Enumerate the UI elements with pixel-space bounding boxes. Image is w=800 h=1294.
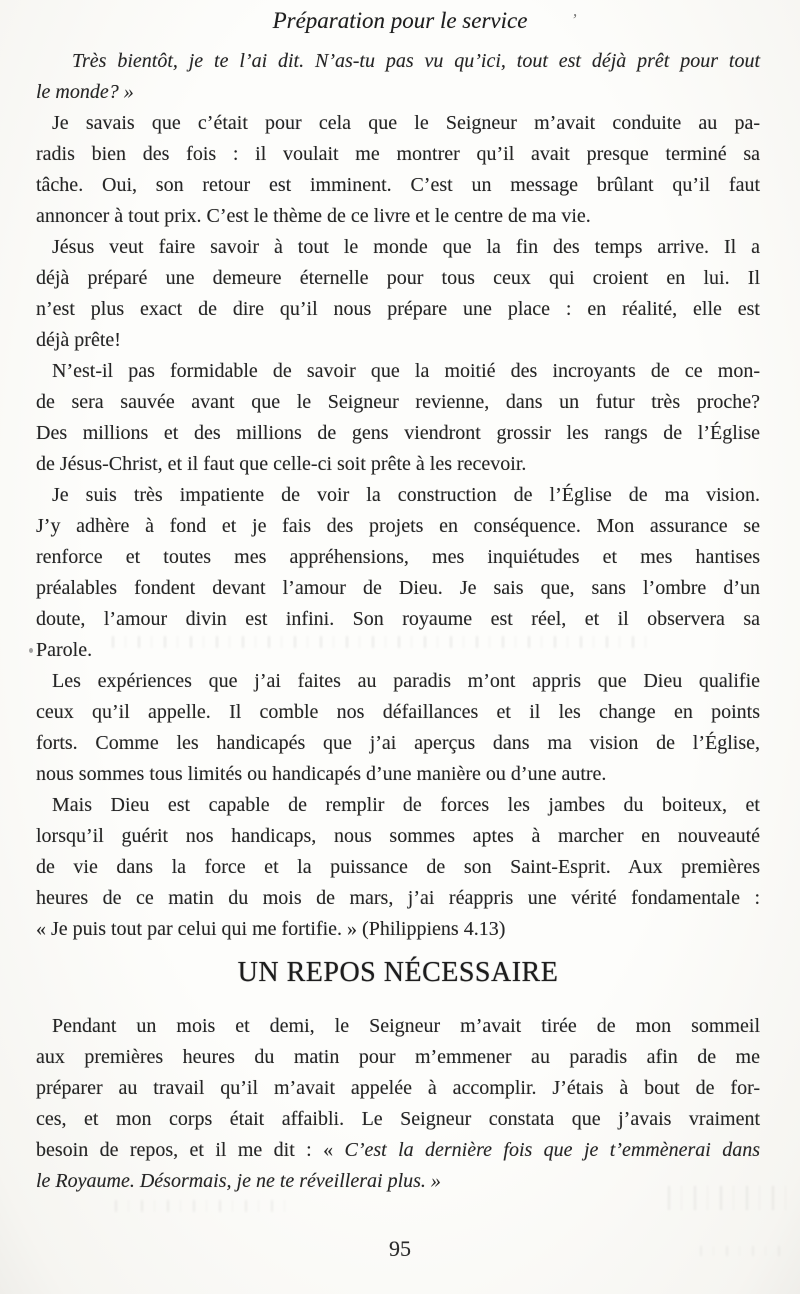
text-segment: Je savais que c’était pour cela que le Seigneur m’avait conduite au pa- bbox=[52, 112, 760, 134]
text-line bbox=[36, 418, 760, 449]
text-segment: Je suis très impatiente de voir la construction de l’Église de ma vision. bbox=[52, 484, 760, 506]
text-line bbox=[36, 232, 760, 263]
paragraph bbox=[36, 1011, 760, 1197]
page-number: 95 bbox=[389, 1236, 411, 1261]
text-line bbox=[36, 542, 760, 573]
text-line bbox=[36, 77, 760, 108]
text-segment: ceux qu’il appelle. Il comble nos défaillances et il les change en points bbox=[36, 701, 760, 723]
scan-artifact bbox=[115, 1200, 285, 1212]
text-segment: annoncer à tout prix. C’est le thème de ce livre et le centre de ma vie. bbox=[36, 205, 591, 227]
text-segment: radis bien des fois : il voulait me montrer qu’il avait presque terminé sa bbox=[36, 143, 760, 165]
text-line bbox=[36, 1073, 760, 1104]
text-line bbox=[36, 1166, 760, 1197]
text-line bbox=[36, 759, 760, 790]
text-line bbox=[36, 263, 760, 294]
text-line bbox=[36, 573, 760, 604]
text-line bbox=[36, 883, 760, 914]
italic-text-segment: le Royaume. Désormais, je ne te réveillerai plus. » bbox=[36, 1170, 441, 1192]
text-line bbox=[36, 790, 760, 821]
text-line bbox=[36, 1042, 760, 1073]
text-line bbox=[36, 294, 760, 325]
text-segment: déjà prête! bbox=[36, 329, 121, 351]
paragraph bbox=[36, 356, 760, 480]
text-segment: Très bientôt, je te l’ai dit. N’as-tu pas vu qu’ici, tout est déjà prêt pour tout bbox=[72, 50, 760, 72]
text-line bbox=[36, 480, 760, 511]
text-line bbox=[36, 697, 760, 728]
text-line bbox=[36, 728, 760, 759]
text-line bbox=[36, 356, 760, 387]
text-segment: Jésus veut faire savoir à tout le monde que la fin des temps arrive. Il a bbox=[52, 236, 760, 258]
text-segment: Pendant un mois et demi, le Seigneur m’avait tirée de mon sommeil bbox=[52, 1015, 760, 1037]
text-segment: le monde? » bbox=[36, 81, 134, 103]
text-segment: heures de ce matin du mois de mars, j’ai réappris une vérité fondamentale : bbox=[36, 887, 760, 909]
text-line bbox=[36, 387, 760, 418]
text-segment: Des millions et des millions de gens viendront grossir les rangs de l’Église bbox=[36, 422, 760, 444]
paragraph bbox=[36, 46, 760, 108]
text-line bbox=[36, 201, 760, 232]
text-segment: nous sommes tous limités ou handicapés d’une manière ou d’une autre. bbox=[36, 763, 607, 785]
text-line bbox=[36, 511, 760, 542]
text-line bbox=[36, 449, 760, 480]
text-line bbox=[36, 170, 760, 201]
text-segment: Mais Dieu est capable de remplir de forces les jambes du boiteux, et bbox=[52, 794, 760, 816]
paragraph bbox=[36, 666, 760, 790]
text-segment: de Jésus-Christ, et il faut que celle-ci soit prête à les recevoir. bbox=[36, 453, 527, 475]
text-line bbox=[36, 635, 760, 666]
text-segment: de sera sauvée avant que le Seigneur revienne, dans un futur très proche? bbox=[36, 391, 760, 413]
text-line bbox=[36, 1104, 760, 1135]
text-segment: préalables fondent devant l’amour de Dieu. Je sais que, sans l’ombre d’un bbox=[36, 577, 760, 599]
scan-artifact bbox=[29, 648, 33, 653]
text-line bbox=[36, 325, 760, 356]
text-segment: J’y adhère à fond et je fais des projets en conséquence. Mon assurance se bbox=[36, 515, 760, 537]
text-segment: préparer au travail qu’il m’avait appelée à accomplir. J’étais à bout de for- bbox=[36, 1077, 760, 1099]
text-segment: lorsqu’il guérit nos handicaps, nous sommes aptes à marcher en nouveauté bbox=[36, 825, 760, 847]
text-segment: de vie dans la force et la puissance de son Saint-Esprit. Aux premières bbox=[36, 856, 760, 878]
text-line bbox=[36, 821, 760, 852]
text-segment: Les expériences que j’ai faites au paradis m’ont appris que Dieu qualifie bbox=[52, 670, 760, 692]
text-segment: doute, l’amour divin est infini. Son royaume est réel, et il observera sa bbox=[36, 608, 760, 630]
text-line bbox=[36, 139, 760, 170]
text-line bbox=[36, 1135, 760, 1166]
paragraph bbox=[36, 480, 760, 666]
text-line bbox=[36, 852, 760, 883]
section-heading: UN REPOS NÉCESSAIRE bbox=[237, 957, 559, 988]
text-segment: N’est-il pas formidable de savoir que la moitié des incroyants de ce mon- bbox=[52, 360, 760, 382]
text-line bbox=[36, 1011, 760, 1042]
text-line bbox=[36, 914, 760, 945]
text-segment: ces, et mon corps était affaibli. Le Seigneur constata que j’avais vraiment bbox=[36, 1108, 760, 1130]
paragraph bbox=[36, 108, 760, 232]
italic-text-segment: C’est la dernière fois que je t’emmènerai dans bbox=[344, 1139, 760, 1161]
paragraph bbox=[36, 790, 760, 945]
scan-tick-artifact: ’ bbox=[571, 10, 577, 29]
page-body bbox=[36, 46, 760, 1197]
text-line bbox=[36, 46, 760, 77]
text-segment: Parole. bbox=[36, 639, 93, 661]
running-header: Préparation pour le service bbox=[272, 8, 528, 33]
text-line bbox=[36, 666, 760, 697]
text-segment: n’est plus exact de dire qu’il nous prépare une place : en réalité, elle est bbox=[36, 298, 760, 320]
text-segment: renforce et toutes mes appréhensions, mes inquiétudes et mes hantises bbox=[36, 546, 760, 568]
text-segment: aux premières heures du matin pour m’emmener au paradis afin de me bbox=[36, 1046, 760, 1068]
text-segment: déjà préparé une demeure éternelle pour tous ceux qui croient en lui. Il bbox=[36, 267, 760, 289]
paragraph bbox=[36, 232, 760, 356]
text-segment: tâche. Oui, son retour est imminent. C’est un message brûlant qu’il faut bbox=[36, 174, 760, 196]
text-line bbox=[36, 108, 760, 139]
text-segment: besoin de repos, et il me dit : « bbox=[36, 1139, 345, 1161]
text-segment: « Je puis tout par celui qui me fortifie. » (Philippiens 4.13) bbox=[36, 918, 506, 940]
text-line bbox=[36, 604, 760, 635]
text-segment: forts. Comme les handicapés que j’ai aperçus dans ma vision de l’Église, bbox=[36, 732, 760, 754]
